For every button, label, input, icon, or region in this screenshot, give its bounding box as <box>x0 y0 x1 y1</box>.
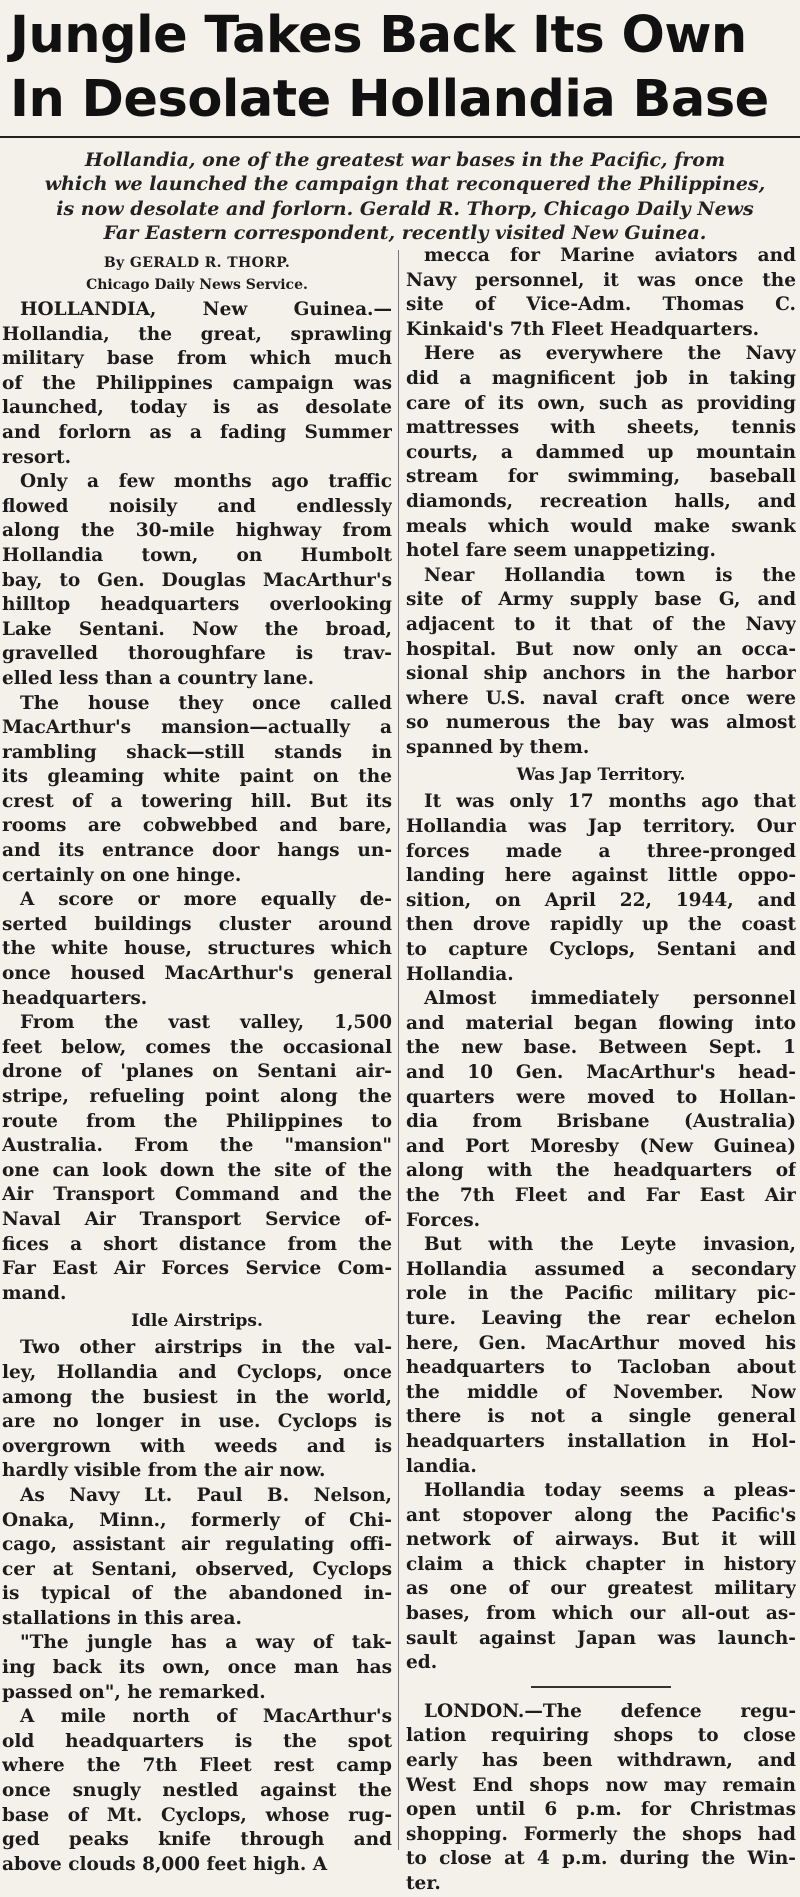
text-line: once housed MacArthur's general <box>2 963 392 985</box>
text-line: HOLLANDIA, New Guinea.— <box>20 299 392 320</box>
text-line: The house they once called <box>20 692 392 714</box>
text-line: rambling shack—still stands in <box>2 741 392 763</box>
text-line: the 7th Fleet and Far East Air <box>406 1184 796 1206</box>
text-line: feet below, comes the occasional <box>2 1036 392 1058</box>
text-line: mand. <box>2 1282 67 1304</box>
text-line: Hollandia. <box>406 963 514 985</box>
article-paragraph <box>2 1336 392 1484</box>
text-line: serted buildings cluster around <box>2 913 392 935</box>
text-line: rooms are cobwebbed and bare, <box>2 815 392 837</box>
text-line: did a magnificent job in taking <box>406 367 796 389</box>
text-line: certainly on one hinge. <box>2 864 242 886</box>
text-line: gravelled thoroughfare is trav- <box>2 643 392 665</box>
text-line: the middle of November. Now <box>406 1381 796 1403</box>
text-line: Hollandia assumed a secondary <box>406 1258 796 1280</box>
deck-line: Hollandia, one of the greatest war bases in the Pacific, from <box>84 149 726 171</box>
text-line: site of Army supply base G, and <box>406 589 796 611</box>
article-separator-rule <box>531 1686 671 1688</box>
text-line: drone of 'planes on Sentani air- <box>2 1061 392 1083</box>
text-line: hardly visible from the air now. <box>2 1460 326 1482</box>
text-line: stream for swimming, baseball <box>406 466 796 488</box>
text-line: ed. <box>406 1652 438 1674</box>
text-line: headquarters. <box>2 987 148 1009</box>
headline-line-2: In Desolate Hollandia Base <box>10 70 769 129</box>
text-line: ant stopover along the Pacific's <box>406 1504 796 1526</box>
article-paragraph <box>2 1705 392 1877</box>
text-line: A mile north of MacArthur's <box>20 1706 392 1728</box>
text-line: spanned by them. <box>406 736 590 758</box>
news-service-credit: Chicago Daily News Service. <box>86 277 308 293</box>
article-column-right <box>406 244 796 1897</box>
text-line: to close at 4 p.m. during the Win- <box>406 1848 796 1870</box>
headline-line-1: Jungle Takes Back Its Own <box>10 6 747 65</box>
text-line: the new base. Between Sept. 1 <box>406 1037 796 1059</box>
text-line: of the Philippines campaign was <box>2 372 392 394</box>
text-line: route from the Philippines to <box>2 1110 392 1132</box>
text-line: launched, today is as desolate <box>2 397 392 419</box>
text-line: along with the headquarters of <box>406 1160 796 1182</box>
text-line: base of Mt. Cyclops, whose rug- <box>2 1804 392 1826</box>
text-line: passed on", he remarked. <box>2 1681 266 1703</box>
text-line: is typical of the abandoned in- <box>2 1583 392 1605</box>
text-line: above clouds 8,000 feet high. A <box>2 1853 328 1875</box>
text-line: there is not a single general <box>406 1406 796 1428</box>
article-paragraph <box>2 888 392 1011</box>
article-paragraph <box>2 692 392 889</box>
text-line: meals which would make swank <box>406 515 796 537</box>
text-line: here, Gen. MacArthur moved his <box>406 1332 796 1354</box>
text-line: stallations in this area. <box>2 1607 242 1629</box>
column-divider <box>398 250 399 1850</box>
text-line: courts, a dammed up mountain <box>406 441 796 463</box>
byline: By GERALD R. THORP. <box>103 255 291 271</box>
text-line: Kinkaid's 7th Fleet Headquarters. <box>406 318 760 340</box>
article-paragraph <box>2 470 392 691</box>
text-line: stripe, refueling point along the <box>2 1086 392 1107</box>
text-line: sault against Japan was launch- <box>406 1627 796 1649</box>
text-line: flowed noisily and endlessly <box>2 495 392 517</box>
article-paragraph <box>406 790 796 987</box>
text-line: Air Transport Command and the <box>2 1184 392 1206</box>
text-line: resort. <box>2 446 72 468</box>
article-paragraph <box>2 1631 392 1705</box>
text-line: once snugly nestled against the <box>2 1780 392 1802</box>
text-line: Far East Air Forces Service Com- <box>2 1258 392 1280</box>
text-line: Hollandia town, on Humbolt <box>2 544 392 566</box>
text-line: Australia. From the "mansion" <box>2 1135 392 1157</box>
text-line: where U.S. naval craft once were <box>406 687 796 709</box>
text-line: It was only 17 months ago that <box>424 791 796 813</box>
article-paragraph <box>406 564 796 761</box>
text-line: A score or more equally de- <box>20 889 392 911</box>
text-line: bay, to Gen. Douglas MacArthur's <box>2 569 392 591</box>
text-line: and its entrance door hangs un- <box>2 840 392 862</box>
text-line: Naval Air Transport Service of- <box>2 1208 392 1230</box>
article-column-left <box>2 252 392 1877</box>
text-line: sition, on April 22, 1944, and <box>406 889 796 911</box>
text-line: adjacent to it that of the Navy <box>406 613 796 635</box>
article-paragraph <box>2 298 392 470</box>
text-line: bases, from which our all-out as- <box>406 1603 796 1625</box>
text-line: old headquarters is the spot <box>2 1730 392 1752</box>
article-paragraph <box>2 1484 392 1632</box>
article-paragraph <box>2 1011 392 1306</box>
text-line: lation requiring shops to close <box>406 1725 796 1747</box>
text-line: Lake Sentani. Now the broad, <box>2 618 392 640</box>
text-line: landing here against little oppo- <box>406 865 796 887</box>
text-line: hilltop headquarters overlooking <box>2 594 392 616</box>
text-line: headquarters installation in Hol- <box>406 1430 796 1452</box>
text-line: and material began flowing into <box>406 1012 796 1034</box>
text-line: diamonds, recreation halls, and <box>406 490 796 512</box>
text-line: ter. <box>406 1873 441 1894</box>
deck-line: which we launched the campaign that reconquered the Philippines, <box>44 173 766 196</box>
text-line: care of its own, such as providing <box>406 392 796 414</box>
text-line: elled less than a country lane. <box>2 667 315 689</box>
text-line: "The jungle has a way of tak- <box>20 1632 392 1654</box>
text-line: fices a short distance from the <box>2 1233 392 1255</box>
text-line: Near Hollandia town is the <box>424 564 796 586</box>
section-subhead: Was Jap Territory. <box>516 765 686 786</box>
text-line: to capture Cyclops, Sentani and <box>406 939 796 961</box>
article-paragraph <box>406 342 796 563</box>
deck-summary <box>18 148 792 246</box>
article-paragraph <box>406 1479 796 1676</box>
text-line: mecca for Marine aviators and <box>424 245 796 266</box>
text-line: Onaka, Minn., formerly of Chi- <box>2 1509 392 1531</box>
section-subhead: Idle Airstrips. <box>131 1311 263 1332</box>
text-line: From the vast valley, 1,500 <box>20 1012 392 1034</box>
text-line: overgrown with weeds and is <box>2 1435 392 1457</box>
deck-line: Far Eastern correspondent, recently visited New Guinea. <box>103 222 707 245</box>
text-line: site of Vice-Adm. Thomas C. <box>406 294 796 316</box>
text-line: shopping. Formerly the shops had <box>406 1823 796 1845</box>
deck-line: is now desolate and forlorn. Gerald R. Thorp, Chicago Daily News <box>56 197 754 220</box>
text-line: Two other airstrips in the val- <box>20 1337 392 1359</box>
text-line: crest of a towering hill. But its <box>2 790 392 812</box>
text-line: cago, assistant air regulating offi- <box>2 1534 392 1556</box>
text-line: Only a few months ago traffic <box>20 471 392 493</box>
text-line: As Navy Lt. Paul B. Nelson, <box>20 1484 392 1506</box>
text-line: ged peaks knife through and <box>2 1829 392 1851</box>
text-line: claim a thick chapter in history <box>406 1553 796 1575</box>
article-paragraph <box>406 244 796 342</box>
text-line: are no longer in use. Cyclops is <box>2 1411 392 1433</box>
text-line: West End shops now may remain <box>406 1774 796 1796</box>
text-line: one can look down the site of the <box>2 1159 392 1181</box>
text-line: Hollandia, the great, sprawling <box>2 323 392 345</box>
text-line: hotel fare seem unappetizing. <box>406 540 716 562</box>
article-paragraph <box>406 1700 796 1897</box>
text-line: as one of our greatest military <box>406 1578 796 1600</box>
text-line: cer at Sentani, observed, Cyclops <box>2 1558 392 1580</box>
headline <box>10 4 790 132</box>
text-line: its gleaming white paint on the <box>2 766 392 788</box>
text-line: headquarters to Tacloban about <box>406 1357 796 1379</box>
text-line: where the 7th Fleet rest camp <box>2 1755 392 1777</box>
text-line: and 10 Gen. MacArthur's head- <box>406 1062 796 1083</box>
text-line: LONDON.—The defence regu- <box>424 1700 796 1722</box>
text-line: landia. <box>406 1455 477 1477</box>
text-line: military base from which much <box>2 348 392 370</box>
text-line: early has been withdrawn, and <box>406 1750 796 1772</box>
text-line: MacArthur's mansion—actually a <box>2 717 392 739</box>
text-line: Here as everywhere the Navy <box>424 343 796 365</box>
text-line: Hollandia was Jap territory. Our <box>406 816 796 838</box>
article-paragraph <box>406 1233 796 1479</box>
text-line: ing back its own, once man has <box>2 1657 392 1679</box>
text-line: role in the Pacific military pic- <box>406 1283 796 1305</box>
text-line: among the busiest in the world, <box>2 1386 392 1408</box>
text-line: Hollandia today seems a pleas- <box>424 1480 796 1502</box>
text-line: Forces. <box>406 1209 481 1231</box>
text-line: But with the Leyte invasion, <box>424 1234 796 1256</box>
text-line: open until 6 p.m. for Christmas <box>406 1799 796 1821</box>
text-line: network of airways. But it will <box>406 1529 796 1551</box>
text-line: sional ship anchors in the harbor <box>406 663 796 685</box>
text-line: hospital. But now only an occa- <box>406 638 796 660</box>
text-line: ley, Hollandia and Cyclops, once <box>2 1361 392 1383</box>
text-line: and forlorn as a fading Summer <box>2 421 392 443</box>
text-line: quarters were moved to Hollan- <box>406 1086 796 1108</box>
article-paragraph <box>406 987 796 1233</box>
text-line: along the 30-mile highway from <box>2 520 392 542</box>
text-line: dia from Brisbane (Australia) <box>406 1111 796 1133</box>
text-line: Almost immediately personnel <box>424 988 796 1010</box>
text-line: Navy personnel, it was once the <box>406 269 796 291</box>
text-line: then drove rapidly up the coast <box>406 914 796 936</box>
headline-rule <box>0 136 800 138</box>
text-line: so numerous the bay was almost <box>406 712 796 734</box>
text-line: ture. Leaving the rear echelon <box>406 1307 796 1329</box>
text-line: the white house, structures which <box>2 938 392 960</box>
text-line: and Port Moresby (New Guinea) <box>406 1135 796 1157</box>
text-line: forces made a three-pronged <box>406 840 796 862</box>
text-line: mattresses with sheets, tennis <box>406 417 796 439</box>
